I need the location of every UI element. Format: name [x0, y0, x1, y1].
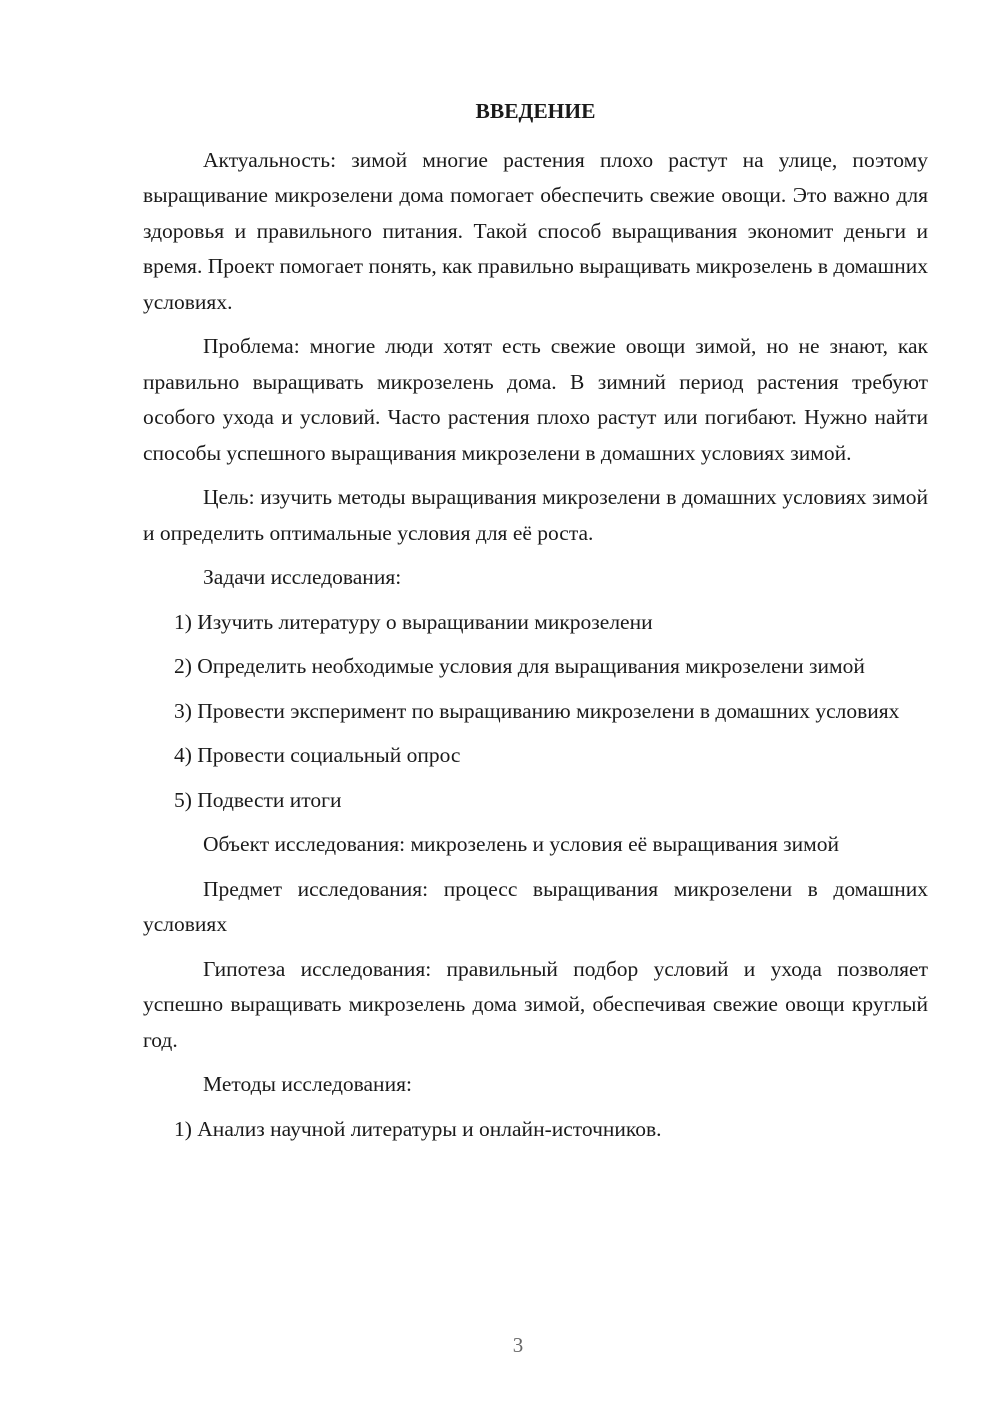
task-item-5: 5) Подвести итоги [174, 787, 342, 812]
task-item-4: 4) Провести социальный опрос [174, 743, 461, 767]
methods-heading: Методы исследования: [203, 1072, 412, 1096]
goal-paragraph: Цель: изучить методы выращивания микрозелени в домашних условиях зимой и определить оптимальные условия для её роста. [143, 485, 928, 545]
tasks-heading: Задачи исследования: [203, 565, 402, 589]
hypothesis-paragraph: Гипотеза исследования: правильный подбор условий и ухода позволяет успешно выращивать микрозелень дома зимой, обеспечивая свежие овощи круглый год. [143, 956, 928, 1052]
task-item-1: 1) Изучить литературу о выращивании микрозелени [174, 609, 653, 634]
document-page [143, 94, 928, 1156]
page-title: ВВЕДЕНИЕ [475, 99, 596, 123]
method-item-1: 1) Анализ научной литературы и онлайн-источников. [174, 1116, 662, 1141]
problem-paragraph: Проблема: многие люди хотят есть свежие овощи зимой, но не знают, как правильно выращивать микрозелень дома. В зимний период растения требуют особого ухода и условий. Часто растения плохо растут или погибают. Нужно найти способы успешного выращивания микрозелени в домашних условиях зимой. [143, 334, 928, 465]
task-item-2: 2) Определить необходимые условия для выращивания микрозелени зимой [174, 654, 865, 678]
object-paragraph: Объект исследования: микрозелень и условия её выращивания зимой [203, 832, 840, 856]
relevance-paragraph: Актуальность: зимой многие растения плохо растут на улице, поэтому выращивание микрозелени дома помогает обеспечить свежие овощи. Это важно для здоровья и правильного питания. Такой способ выращивания экономит деньги и время. Проект помогает понять, как правильно выращивать микрозелень в домашних условиях. [143, 147, 928, 314]
task-item-3: 3) Провести эксперимент по выращиванию микрозелени в домашних условиях [174, 698, 900, 723]
subject-paragraph: Предмет исследования: процесс выращивания микрозелени в домашних условиях [143, 876, 928, 936]
page-number: 3 [512, 1333, 524, 1357]
